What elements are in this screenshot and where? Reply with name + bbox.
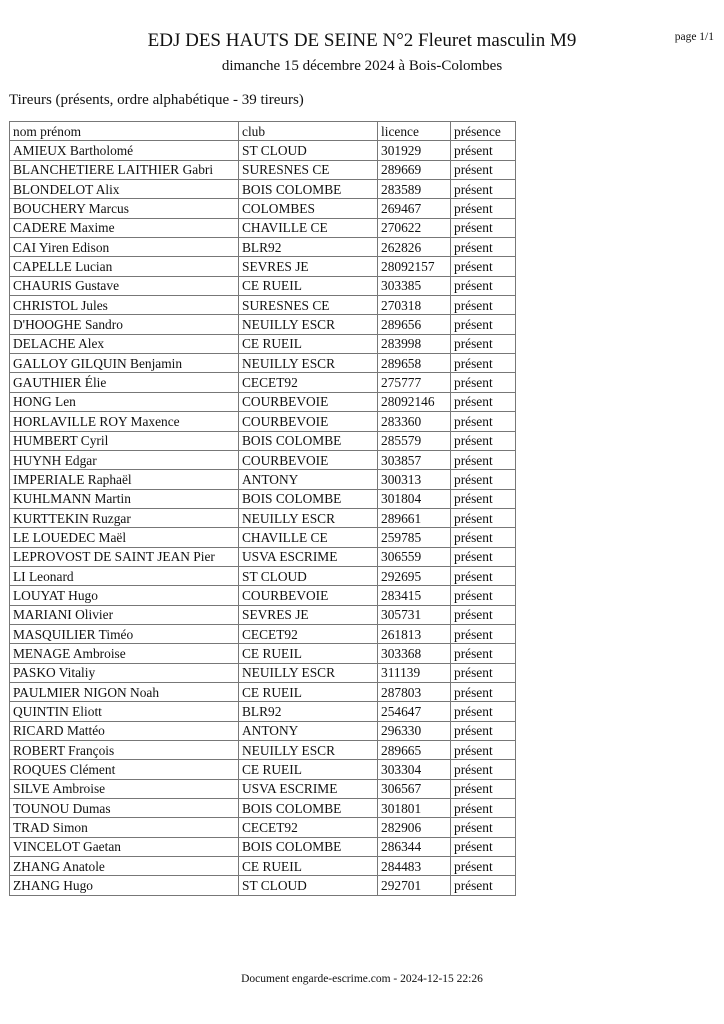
cell-name: CADERE Maxime [10, 218, 239, 237]
cell-licence: 292695 [378, 566, 451, 585]
cell-club: BOIS COLOMBE [239, 799, 378, 818]
cell-name: KURTTEKIN Ruzgar [10, 508, 239, 527]
cell-club: USVA ESCRIME [239, 779, 378, 798]
cell-presence: présent [451, 663, 516, 682]
cell-licence: 283360 [378, 412, 451, 431]
cell-presence: présent [451, 489, 516, 508]
cell-name: MASQUILIER Timéo [10, 624, 239, 643]
cell-licence: 300313 [378, 470, 451, 489]
cell-name: QUINTIN Eliott [10, 702, 239, 721]
cell-licence: 285579 [378, 431, 451, 450]
cell-name: CAPELLE Lucian [10, 257, 239, 276]
cell-licence: 286344 [378, 837, 451, 856]
cell-club: BOIS COLOMBE [239, 180, 378, 199]
cell-presence: présent [451, 392, 516, 411]
cell-presence: présent [451, 624, 516, 643]
cell-licence: 303368 [378, 644, 451, 663]
cell-club: SEVRES JE [239, 605, 378, 624]
table-body [10, 141, 516, 895]
table-row [10, 857, 516, 876]
cell-club: CECET92 [239, 818, 378, 837]
cell-licence: 289661 [378, 508, 451, 527]
cell-club: COURBEVOIE [239, 586, 378, 605]
cell-name: HUYNH Edgar [10, 450, 239, 469]
cell-name: VINCELOT Gaetan [10, 837, 239, 856]
cell-presence: présent [451, 547, 516, 566]
cell-name: BLONDELOT Alix [10, 180, 239, 199]
cell-club: CECET92 [239, 624, 378, 643]
table-row [10, 682, 516, 701]
cell-club: ST CLOUD [239, 566, 378, 585]
cell-club: CE RUEIL [239, 276, 378, 295]
cell-presence: présent [451, 160, 516, 179]
cell-presence: présent [451, 276, 516, 295]
cell-licence: 283998 [378, 334, 451, 353]
cell-club: SEVRES JE [239, 257, 378, 276]
cell-club: CE RUEIL [239, 682, 378, 701]
cell-name: TRAD Simon [10, 818, 239, 837]
cell-presence: présent [451, 412, 516, 431]
cell-licence: 292701 [378, 876, 451, 895]
cell-club: CECET92 [239, 373, 378, 392]
cell-presence: présent [451, 741, 516, 760]
cell-presence: présent [451, 470, 516, 489]
table-row [10, 199, 516, 218]
cell-licence: 289669 [378, 160, 451, 179]
page-number: page 1/1 [674, 31, 714, 43]
cell-club: BLR92 [239, 238, 378, 257]
cell-name: IMPERIALE Raphaël [10, 470, 239, 489]
cell-presence: présent [451, 779, 516, 798]
table-row [10, 818, 516, 837]
cell-licence: 301804 [378, 489, 451, 508]
cell-licence: 306559 [378, 547, 451, 566]
cell-licence: 283415 [378, 586, 451, 605]
cell-licence: 303857 [378, 450, 451, 469]
cell-name: CHAURIS Gustave [10, 276, 239, 295]
cell-club: NEUILLY ESCR [239, 354, 378, 373]
cell-club: COURBEVOIE [239, 392, 378, 411]
cell-name: ROQUES Clément [10, 760, 239, 779]
cell-licence: 28092146 [378, 392, 451, 411]
table-row [10, 296, 516, 315]
table-row [10, 412, 516, 431]
cell-licence: 261813 [378, 624, 451, 643]
table-row [10, 741, 516, 760]
table-row [10, 160, 516, 179]
cell-club: BLR92 [239, 702, 378, 721]
cell-name: GALLOY GILQUIN Benjamin [10, 354, 239, 373]
cell-licence: 303385 [378, 276, 451, 295]
cell-name: ZHANG Hugo [10, 876, 239, 895]
cell-club: ST CLOUD [239, 876, 378, 895]
cell-licence: 287803 [378, 682, 451, 701]
section-heading: Tireurs (présents, ordre alphabétique - 39 tireurs) [9, 92, 304, 108]
cell-club: CHAVILLE CE [239, 218, 378, 237]
cell-licence: 301801 [378, 799, 451, 818]
table-row [10, 373, 516, 392]
table-row [10, 431, 516, 450]
cell-presence: présent [451, 799, 516, 818]
cell-name: TOUNOU Dumas [10, 799, 239, 818]
table-row [10, 663, 516, 682]
cell-licence: 254647 [378, 702, 451, 721]
cell-club: USVA ESCRIME [239, 547, 378, 566]
cell-licence: 283589 [378, 180, 451, 199]
cell-presence: présent [451, 586, 516, 605]
cell-licence: 289665 [378, 741, 451, 760]
cell-licence: 305731 [378, 605, 451, 624]
cell-presence: présent [451, 566, 516, 585]
table-row [10, 566, 516, 585]
table-row [10, 450, 516, 469]
cell-club: SURESNES CE [239, 160, 378, 179]
cell-club: NEUILLY ESCR [239, 315, 378, 334]
cell-name: BLANCHETIERE LAITHIER Gabri [10, 160, 239, 179]
cell-name: HORLAVILLE ROY Maxence [10, 412, 239, 431]
table-row [10, 238, 516, 257]
cell-club: CE RUEIL [239, 760, 378, 779]
table-row [10, 508, 516, 527]
cell-presence: présent [451, 238, 516, 257]
cell-licence: 270622 [378, 218, 451, 237]
column-header-licence: licence [378, 122, 451, 141]
table-row [10, 276, 516, 295]
cell-name: GAUTHIER Élie [10, 373, 239, 392]
cell-presence: présent [451, 450, 516, 469]
table-header-row [10, 122, 516, 141]
cell-club: COURBEVOIE [239, 412, 378, 431]
cell-name: PAULMIER NIGON Noah [10, 682, 239, 701]
document-title: EDJ DES HAUTS DE SEINE N°2 Fleuret masculin M9 [147, 30, 577, 51]
table-row [10, 315, 516, 334]
cell-club: NEUILLY ESCR [239, 741, 378, 760]
cell-presence: présent [451, 702, 516, 721]
cell-presence: présent [451, 296, 516, 315]
cell-licence: 289658 [378, 354, 451, 373]
cell-club: CE RUEIL [239, 857, 378, 876]
document-subtitle: dimanche 15 décembre 2024 à Bois-Colombes [221, 58, 503, 74]
cell-presence: présent [451, 334, 516, 353]
cell-licence: 262826 [378, 238, 451, 257]
cell-name: HUMBERT Cyril [10, 431, 239, 450]
cell-name: LOUYAT Hugo [10, 586, 239, 605]
cell-name: ZHANG Anatole [10, 857, 239, 876]
cell-licence: 282906 [378, 818, 451, 837]
fencers-table [9, 121, 516, 896]
table-row [10, 354, 516, 373]
table-row [10, 141, 516, 160]
table-row [10, 586, 516, 605]
cell-presence: présent [451, 721, 516, 740]
cell-presence: présent [451, 682, 516, 701]
table-row [10, 624, 516, 643]
cell-club: BOIS COLOMBE [239, 489, 378, 508]
cell-licence: 306567 [378, 779, 451, 798]
cell-presence: présent [451, 199, 516, 218]
cell-club: CE RUEIL [239, 644, 378, 663]
cell-club: BOIS COLOMBE [239, 837, 378, 856]
cell-presence: présent [451, 218, 516, 237]
cell-presence: présent [451, 528, 516, 547]
table-row [10, 528, 516, 547]
table-row [10, 876, 516, 895]
cell-presence: présent [451, 605, 516, 624]
cell-presence: présent [451, 818, 516, 837]
cell-name: PASKO Vitaliy [10, 663, 239, 682]
cell-name: MENAGE Ambroise [10, 644, 239, 663]
column-header-presence: présence [451, 122, 516, 141]
cell-presence: présent [451, 508, 516, 527]
cell-club: ANTONY [239, 721, 378, 740]
cell-presence: présent [451, 257, 516, 276]
cell-name: D'HOOGHE Sandro [10, 315, 239, 334]
cell-presence: présent [451, 373, 516, 392]
table-row [10, 218, 516, 237]
cell-club: SURESNES CE [239, 296, 378, 315]
cell-presence: présent [451, 857, 516, 876]
cell-licence: 301929 [378, 141, 451, 160]
cell-presence: présent [451, 141, 516, 160]
cell-name: CHRISTOL Jules [10, 296, 239, 315]
cell-licence: 28092157 [378, 257, 451, 276]
cell-name: CAI Yiren Edison [10, 238, 239, 257]
table-row [10, 799, 516, 818]
cell-licence: 259785 [378, 528, 451, 547]
column-header-club: club [239, 122, 378, 141]
cell-licence: 275777 [378, 373, 451, 392]
cell-name: RICARD Mattéo [10, 721, 239, 740]
table-row [10, 334, 516, 353]
cell-name: LE LOUEDEC Maël [10, 528, 239, 547]
cell-name: LEPROVOST DE SAINT JEAN Pier [10, 547, 239, 566]
table-row [10, 547, 516, 566]
cell-name: KUHLMANN Martin [10, 489, 239, 508]
footer: Document engarde-escrime.com - 2024-12-15 22:26 [241, 973, 483, 985]
cell-name: MARIANI Olivier [10, 605, 239, 624]
cell-licence: 303304 [378, 760, 451, 779]
cell-licence: 270318 [378, 296, 451, 315]
cell-club: COURBEVOIE [239, 450, 378, 469]
cell-club: CHAVILLE CE [239, 528, 378, 547]
cell-club: BOIS COLOMBE [239, 431, 378, 450]
cell-presence: présent [451, 760, 516, 779]
cell-name: AMIEUX Bartholomé [10, 141, 239, 160]
cell-name: BOUCHERY Marcus [10, 199, 239, 218]
cell-presence: présent [451, 354, 516, 373]
table-row [10, 470, 516, 489]
cell-licence: 269467 [378, 199, 451, 218]
table-row [10, 779, 516, 798]
cell-name: DELACHE Alex [10, 334, 239, 353]
cell-club: NEUILLY ESCR [239, 508, 378, 527]
cell-club: ST CLOUD [239, 141, 378, 160]
cell-club: CE RUEIL [239, 334, 378, 353]
cell-presence: présent [451, 837, 516, 856]
table-row [10, 605, 516, 624]
column-header-name: nom prénom [10, 122, 239, 141]
cell-name: ROBERT François [10, 741, 239, 760]
cell-club: NEUILLY ESCR [239, 663, 378, 682]
table-row [10, 760, 516, 779]
table-row [10, 644, 516, 663]
table-row [10, 392, 516, 411]
cell-name: LI Leonard [10, 566, 239, 585]
cell-licence: 284483 [378, 857, 451, 876]
cell-licence: 289656 [378, 315, 451, 334]
cell-club: COLOMBES [239, 199, 378, 218]
table-row [10, 837, 516, 856]
table-row [10, 489, 516, 508]
cell-licence: 296330 [378, 721, 451, 740]
cell-presence: présent [451, 644, 516, 663]
cell-presence: présent [451, 431, 516, 450]
cell-presence: présent [451, 180, 516, 199]
cell-presence: présent [451, 315, 516, 334]
table-row [10, 257, 516, 276]
cell-licence: 311139 [378, 663, 451, 682]
table-row [10, 702, 516, 721]
cell-presence: présent [451, 876, 516, 895]
table-row [10, 721, 516, 740]
table-row [10, 180, 516, 199]
cell-name: SILVE Ambroise [10, 779, 239, 798]
cell-club: ANTONY [239, 470, 378, 489]
cell-name: HONG Len [10, 392, 239, 411]
